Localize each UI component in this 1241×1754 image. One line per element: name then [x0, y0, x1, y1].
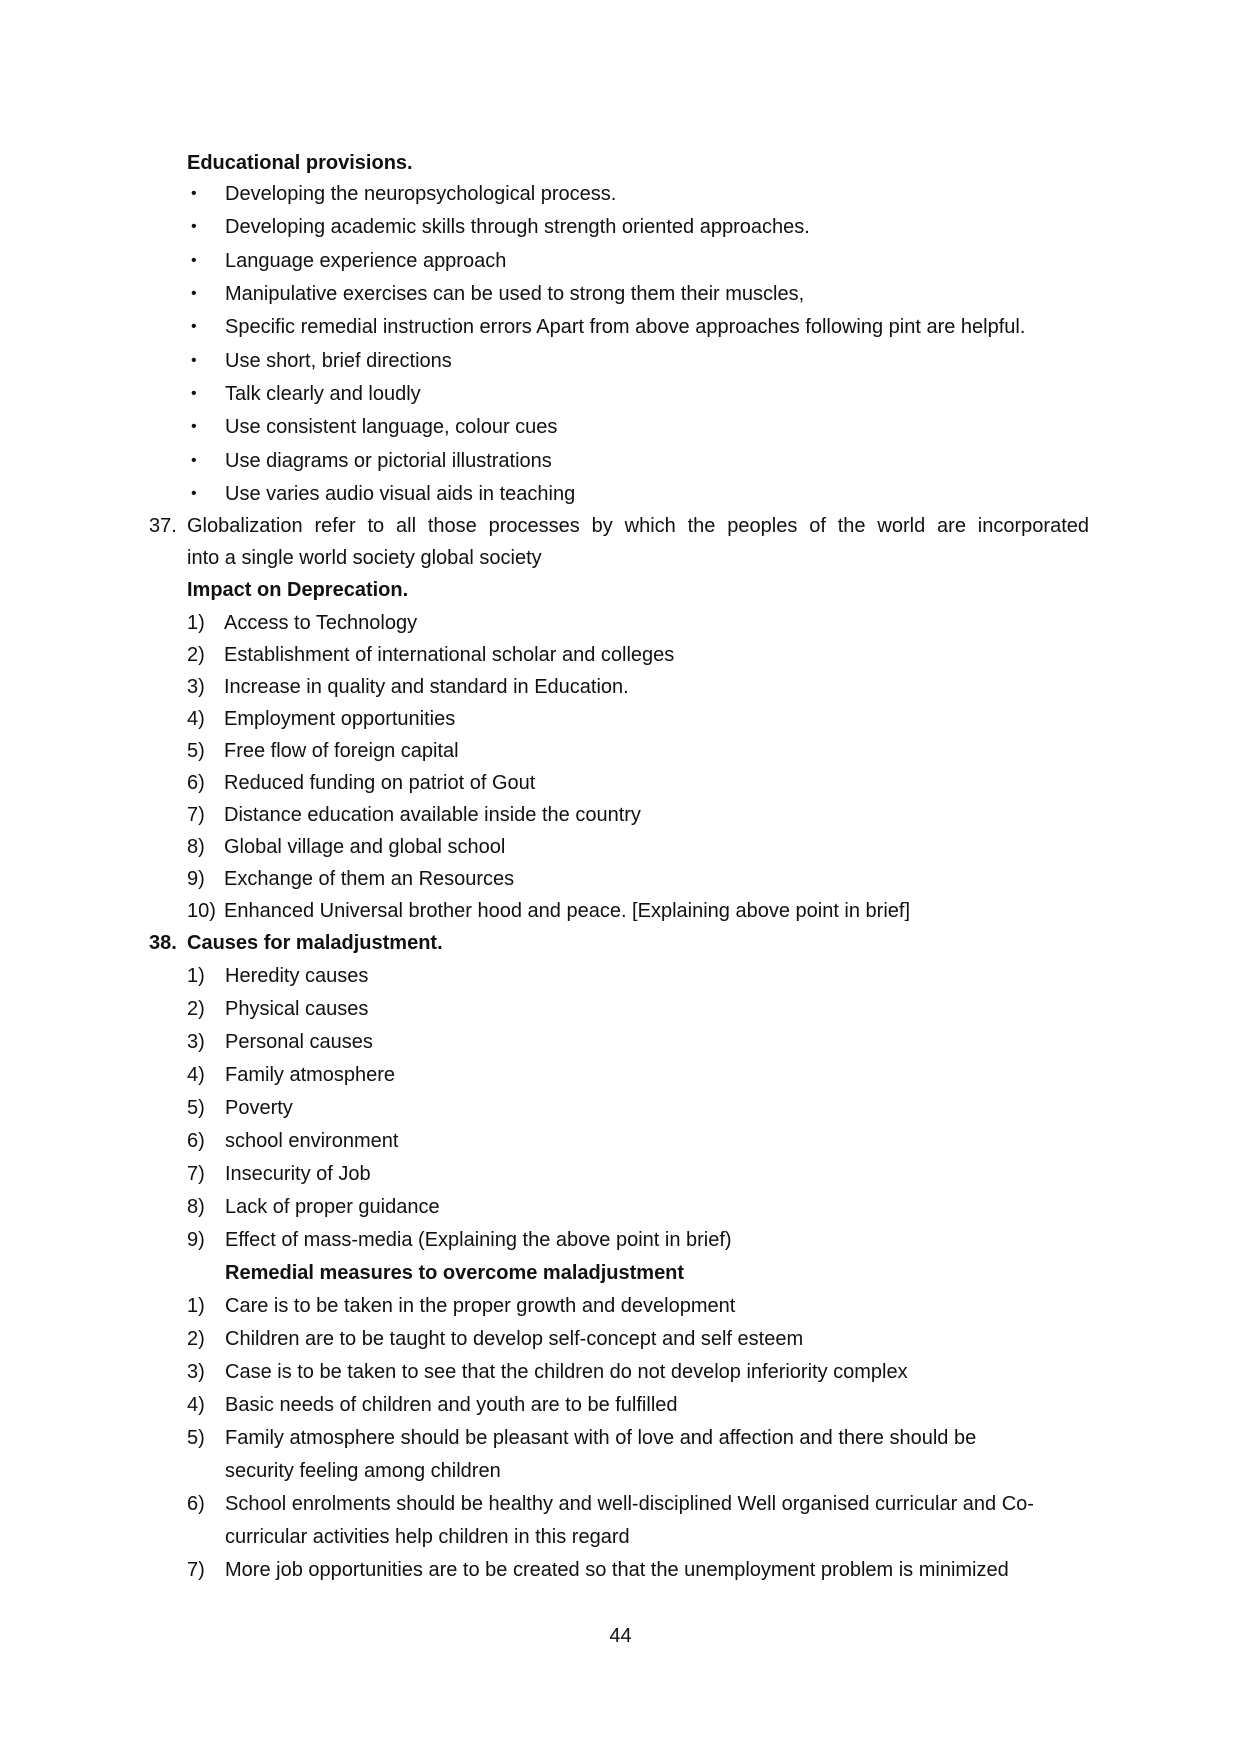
list-number: 1): [187, 1295, 205, 1317]
list-item: Use diagrams or pictorial illustrations: [225, 450, 552, 472]
q37-text-line2: into a single world society global society: [187, 547, 542, 569]
list-number: 3): [187, 1361, 205, 1383]
list-item: Access to Technology: [224, 612, 418, 634]
list-item: Family atmosphere: [225, 1064, 396, 1086]
remedial-heading: Remedial measures to overcome maladjustment: [225, 1262, 685, 1284]
list-item: Establishment of international scholar and colleges: [224, 644, 675, 666]
bullet-icon: •: [191, 385, 197, 402]
list-item: Reduced funding on patriot of Gout: [224, 772, 536, 794]
list-item: Children are to be taught to develop self-concept and self esteem: [225, 1328, 804, 1350]
list-item: Manipulative exercises can be used to strong them their muscles,: [225, 283, 805, 305]
educational-provisions-heading: Educational provisions.: [187, 152, 413, 174]
list-item: Employment opportunities: [224, 708, 456, 730]
list-number: 4): [187, 1394, 205, 1416]
list-item: Talk clearly and loudly: [225, 383, 421, 405]
list-item-continuation: curricular activities help children in this regard: [225, 1526, 630, 1548]
list-item: Effect of mass-media (Explaining the above point in brief): [225, 1229, 732, 1251]
list-number: 5): [187, 1097, 205, 1119]
list-number: 9): [187, 868, 205, 890]
q37-text-line1: Globalization refer to all those processes by which the peoples of the world are incorporated: [187, 515, 1089, 537]
list-number: 5): [187, 1427, 205, 1449]
list-number: 7): [187, 804, 205, 826]
question-number: 37.: [149, 515, 177, 537]
list-item: Basic needs of children and youth are to be fulfilled: [225, 1394, 678, 1416]
list-item: Personal causes: [225, 1031, 373, 1053]
bullet-icon: •: [191, 218, 197, 235]
list-item: Poverty: [225, 1097, 293, 1119]
list-item: School enrolments should be healthy and well-disciplined Well organised curricular and Co-: [225, 1493, 1034, 1515]
list-number: 2): [187, 998, 205, 1020]
list-number: 5): [187, 740, 205, 762]
list-number: 4): [187, 708, 205, 730]
list-item: Use short, brief directions: [225, 350, 452, 372]
list-number: 6): [187, 1493, 205, 1515]
list-number: 3): [187, 676, 205, 698]
bullet-icon: •: [191, 318, 197, 335]
page-number: 44: [609, 1625, 632, 1647]
list-item: Care is to be taken in the proper growth and development: [225, 1295, 736, 1317]
list-number: 6): [187, 1130, 205, 1152]
list-number: 10): [187, 900, 216, 922]
list-number: 2): [187, 1328, 205, 1350]
bullet-icon: •: [191, 185, 197, 202]
bullet-icon: •: [191, 285, 197, 302]
bullet-icon: •: [191, 485, 197, 502]
list-number: 7): [187, 1163, 205, 1185]
list-item: Use varies audio visual aids in teaching: [225, 483, 576, 505]
list-item: Global village and global school: [224, 836, 506, 858]
list-number: 4): [187, 1064, 205, 1086]
list-item-continuation: security feeling among children: [225, 1460, 501, 1482]
bullet-icon: •: [191, 252, 197, 269]
list-item: Developing the neuropsychological process.: [225, 183, 617, 205]
list-item: Physical causes: [225, 998, 369, 1020]
list-number: 8): [187, 836, 205, 858]
list-item: Insecurity of Job: [225, 1163, 371, 1185]
list-item: Free flow of foreign capital: [224, 740, 459, 762]
list-item: Developing academic skills through strength oriented approaches.: [225, 216, 810, 238]
list-number: 7): [187, 1559, 205, 1581]
bullet-icon: •: [191, 418, 197, 435]
list-item: Enhanced Universal brother hood and peace. [Explaining above point in brief]: [224, 900, 911, 922]
list-item: Specific remedial instruction errors Apart from above approaches following pint are helpful.: [225, 316, 1026, 338]
list-item: Distance education available inside the country: [224, 804, 641, 826]
list-item: Heredity causes: [225, 965, 369, 987]
list-number: 9): [187, 1229, 205, 1251]
list-item: Exchange of them an Resources: [224, 868, 515, 890]
list-number: 1): [187, 612, 205, 634]
question-number: 38.: [149, 932, 177, 954]
list-item: Increase in quality and standard in Education.: [224, 676, 629, 698]
list-item: Language experience approach: [225, 250, 507, 272]
list-item: school environment: [225, 1130, 399, 1152]
list-number: 6): [187, 772, 205, 794]
list-number: 3): [187, 1031, 205, 1053]
list-number: 8): [187, 1196, 205, 1218]
bullet-icon: •: [191, 452, 197, 469]
list-item: Family atmosphere should be pleasant with of love and affection and there should be: [225, 1427, 977, 1449]
bullet-icon: •: [191, 352, 197, 369]
list-item: Lack of proper guidance: [225, 1196, 440, 1218]
list-item: Use consistent language, colour cues: [225, 416, 558, 438]
causes-heading: Causes for maladjustment.: [187, 932, 443, 954]
impact-heading: Impact on Deprecation.: [187, 579, 409, 601]
list-number: 1): [187, 965, 205, 987]
list-item: Case is to be taken to see that the children do not develop inferiority complex: [225, 1361, 908, 1383]
list-number: 2): [187, 644, 205, 666]
list-item: More job opportunities are to be created so that the unemployment problem is minimized: [225, 1559, 1009, 1581]
